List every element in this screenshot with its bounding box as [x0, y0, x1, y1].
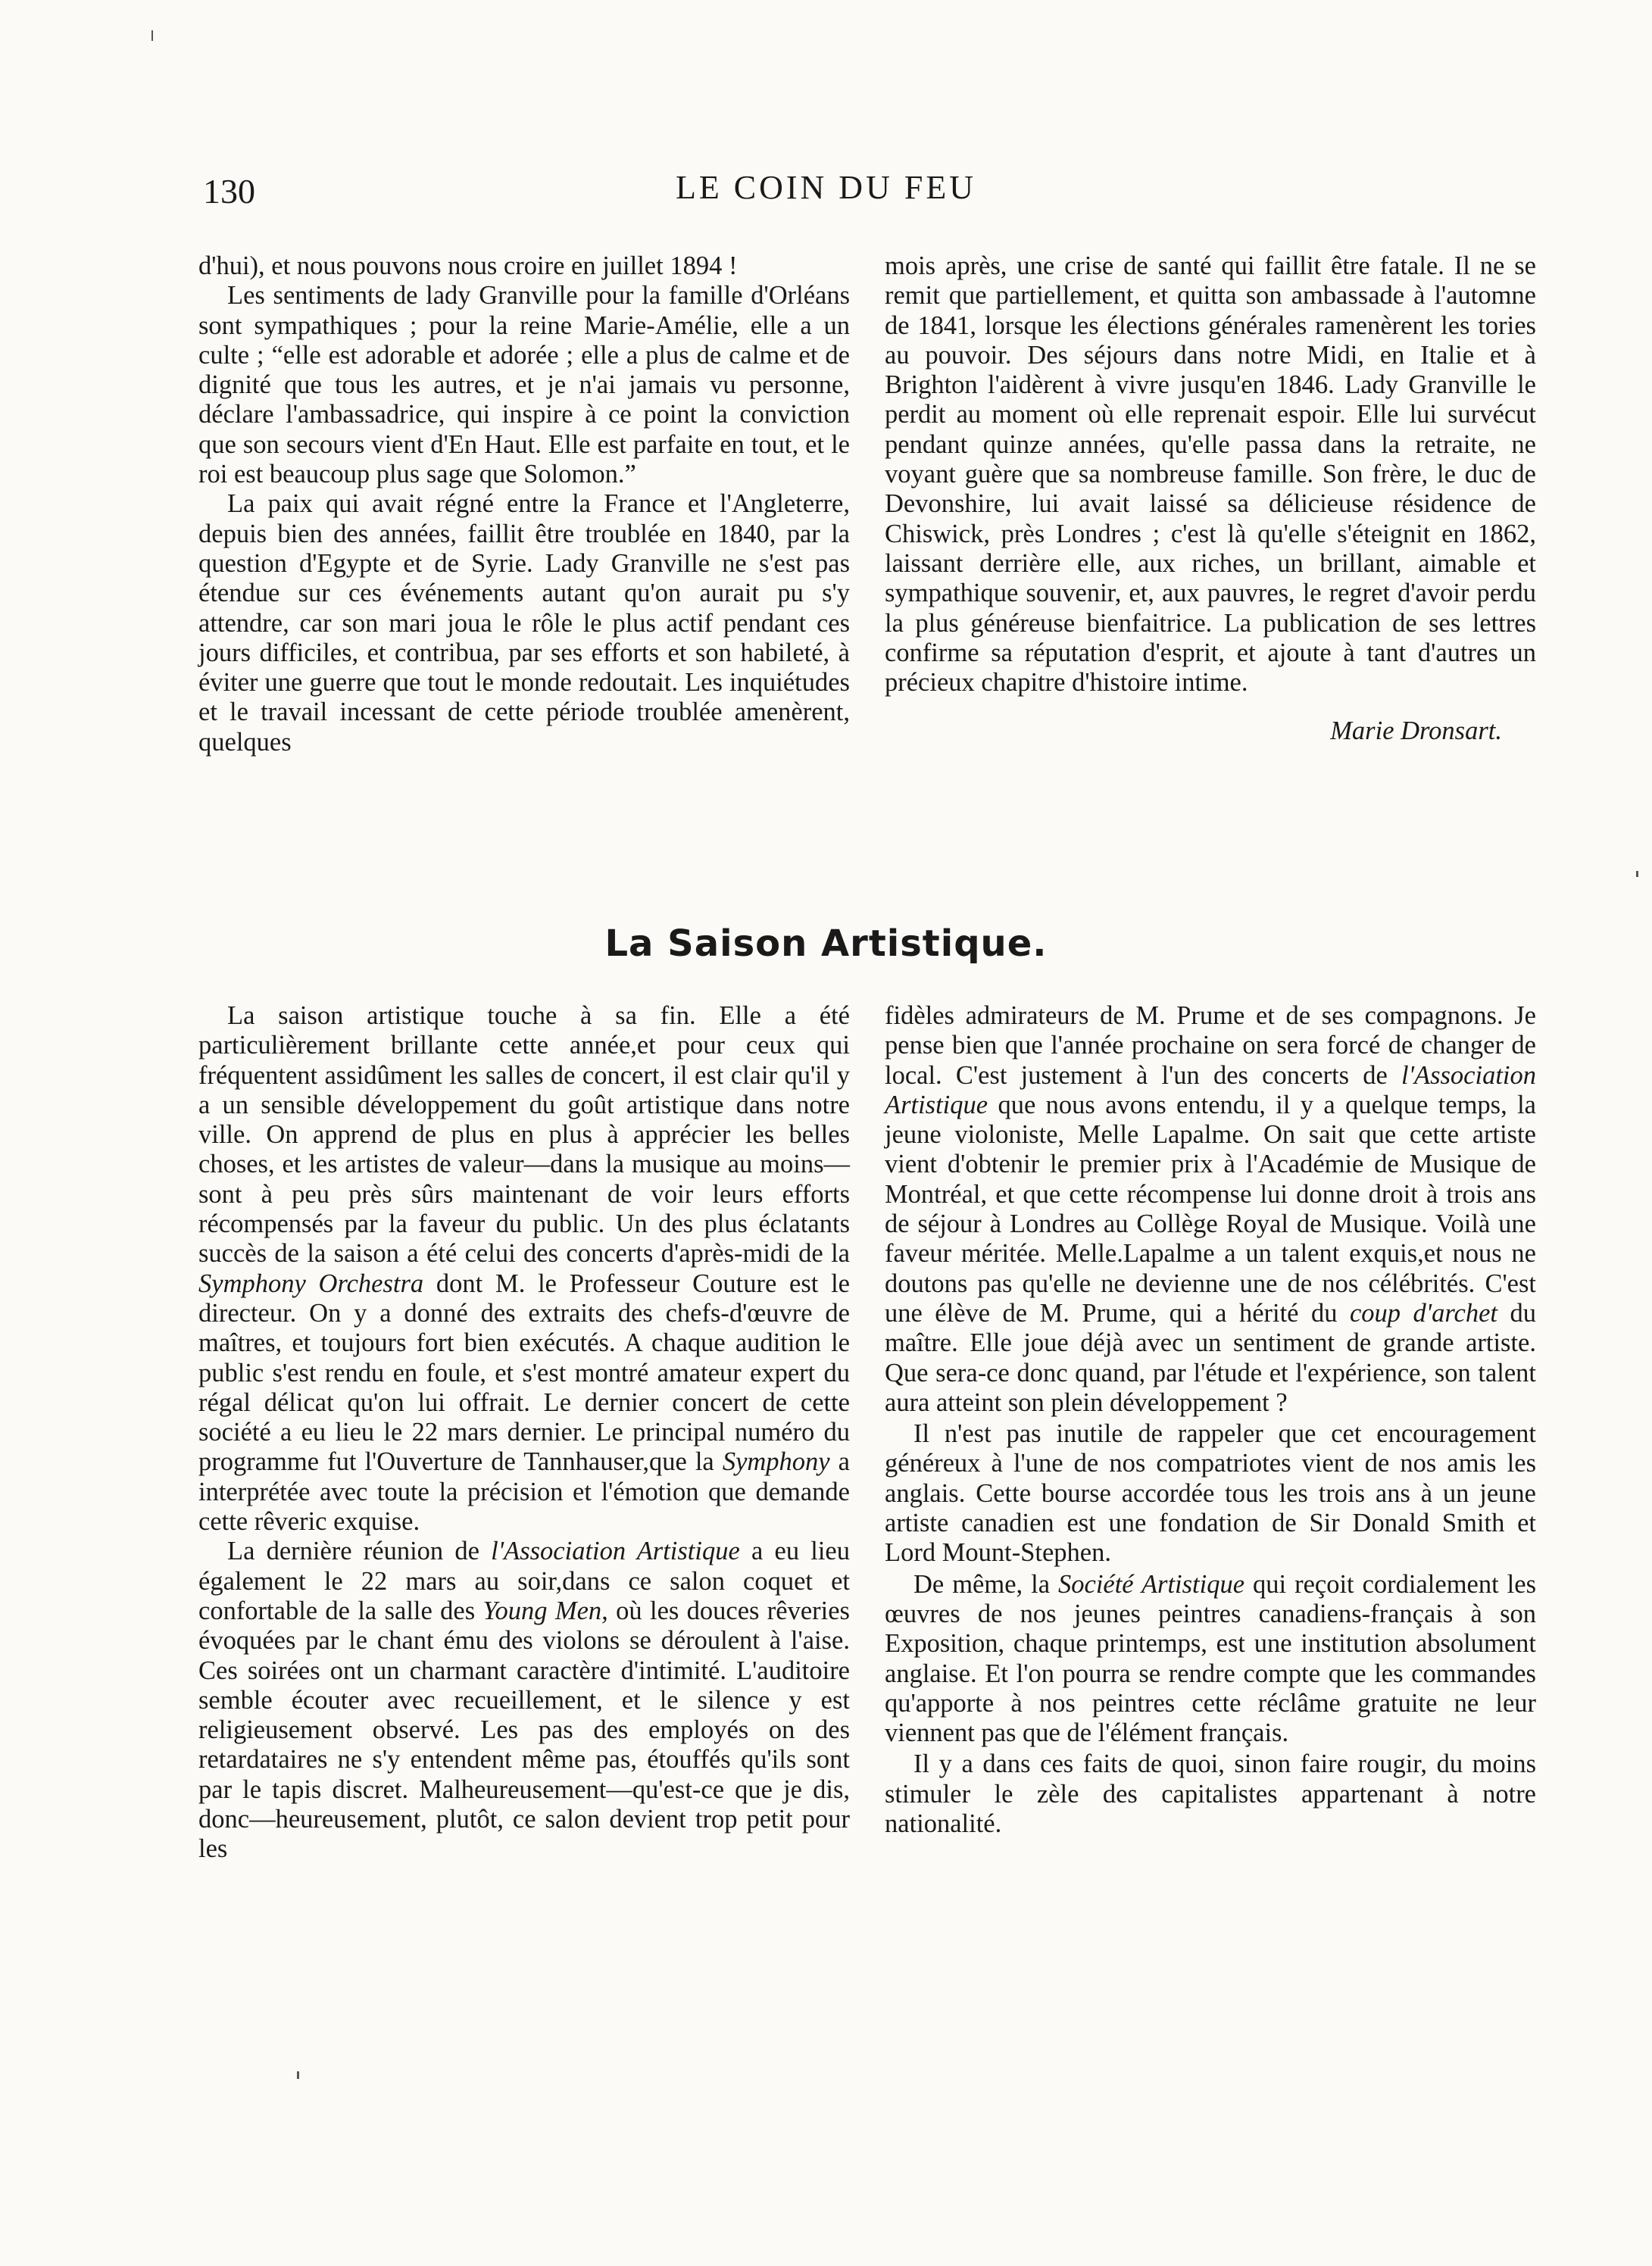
text-run: qui reçoit cordialement les œuvres de nos jeunes peintres canadiens-français à son Exposition, chaque printemps, est une institution absolument anglaise. Et l'on pourra se rendre compte que les commandes qu'apporte à nos peintres cette réclâme gratuite ne leur viennent pas que de l'élément français.	[885, 1569, 1536, 1748]
italic-text: l'Association Artistique	[491, 1537, 740, 1566]
ink-speck	[1636, 871, 1638, 877]
paragraph: Les sentiments de lady Granville pour la famille d'Orléans sont sympathiques ; pour la reine Marie-Amélie, elle a un culte ; “elle est adorable et adorée ; elle a plus de calme et de dignité que tous les autres, et je n'ai jamais vu personne, déclare l'ambassadrice, qui inspire à ce point la conviction que son secours vient d'En Haut. Elle est parfaite en tout, et le roi est beaucoup plus sage que Solomon.”	[198, 281, 850, 489]
article-continuation-right-column	[885, 251, 1536, 747]
article-left-column	[198, 1001, 850, 1865]
text-run: où les douces rêveries évoquées par le chant ému des violons se déroulent à l'aise. Ces soirées ont un charmant caractère d'intimité. L'auditoire semble écouter avec recueillement, et le silence y est religieusement observé. Les pas des employés on des retardataires ne s'y entendent même pas, étouffés qu'ils sont par le tapis discret. Malheureusement—qu'est-ce que je dis, donc—heureusement, plutôt, ce salon devient trop petit pour les	[198, 1596, 850, 1864]
italic-text: Symphony	[722, 1447, 830, 1477]
text-run: fidèles admirateurs de M. Prume et de ses compagnons. Je pense bien que l'année prochaine on sera forcé de changer de local. C'est justement à l'un des concerts de	[885, 1001, 1536, 1090]
italic-text: Société Artistique	[1058, 1569, 1245, 1599]
paragraph: Il y a dans ces faits de quoi, sinon faire rougir, du moins stimuler le zèle des capitalistes appartenant à notre nationalité.	[885, 1749, 1536, 1839]
author-signature: Marie Dronsart.	[1330, 716, 1502, 746]
paragraph: Il n'est pas inutile de rappeler que cet encouragement généreux à l'une de nos compatriotes vient de nos amis les anglais. Cette bourse accordée tous les trois ans à un jeune artiste canadien est une fondation de Sir Donald Smith et Lord Mount-Stephen.	[885, 1419, 1536, 1568]
ink-speck	[151, 30, 153, 41]
paragraph: d'hui), et nous pouvons nous croire en juillet 1894 !	[198, 251, 738, 280]
text-run: dont M. le Professeur Couture est le directeur. On y a donné des extraits des chefs-d'œuvre de maîtres, et toujours fort bien exécutés. A chaque audition le public s'est rendu en foule, et s'est montré amateur expert du régal délicat qu'on lui offrait. Le dernier concert de cette société a eu lieu le 22 mars dernier. Le principal numéro du programme fut l'Ouverture de Tannhauser,que la	[198, 1269, 850, 1477]
paragraph: mois après, une crise de santé qui faillit être fatale. Il ne se remit que partiellement, et quitta son ambassade à l'automne de 1841, lorsque les élections générales ramenèrent les tories au pouvoir. Des séjours dans notre Midi, en Italie et à Brighton l'aidèrent à vivre jusqu'en 1846. Lady Granville le perdit au moment où elle reprenait espoir. Elle lui survécut pendant quinze années, qu'elle passa dans la retraite, ne voyant guère que sa nombreuse famille. Son frère, le duc de Devonshire, lui avait laissé sa délicieuse résidence de Chiswick, près Londres ; c'est là qu'elle s'éteignit en 1862, laissant derrière elle, aux riches, un brillant, aimable et sympathique souvenir, et, aux pauvres, le regret d'avoir perdu la plus généreuse bienfaitrice. La publication de ses lettres confirme sa réputation d'esprit, et ajoute à tant d'autres un précieux chapitre d'histoire intime.	[885, 251, 1536, 698]
text-run: La dernière réunion de	[227, 1537, 492, 1566]
ink-speck	[297, 2071, 299, 2079]
page-number: 130	[203, 172, 255, 211]
italic-text: Young Men,	[482, 1596, 608, 1625]
running-title: LE COIN DU FEU	[676, 169, 976, 206]
article-title: La Saison Artistique.	[604, 922, 1048, 965]
text-run: que nous avons entendu, il y a quelque temps, la jeune violoniste, Melle Lapalme. On sait que cette artiste vient d'obtenir le premier prix à l'Académie de Musique de Montréal, et que cette récompense lui donne droit à trois ans de séjour à Londres au Collège Royal de Musique. Voilà une faveur méritée. Melle.Lapalme a un talent exquis,et nous ne doutons pas qu'elle ne devienne une de nos célébrités. C'est une élève de M. Prume, qui a hérité du	[885, 1090, 1536, 1328]
text-run: a interprétée avec toute la précision et l'émotion que demande cette rêveric exquise.	[198, 1447, 850, 1537]
text-run: De même, la	[913, 1569, 1058, 1599]
text-run: a eu lieu également le 22 mars au soir,dans ce salon coquet et confortable de la salle des	[198, 1537, 850, 1625]
italic-text: coup d'archet	[1349, 1298, 1498, 1328]
paragraph	[885, 1001, 1536, 1418]
text-run: du maître. Elle joue déjà avec un sentiment de grande artiste. Que sera-ce donc quand, par l'étude et l'expérience, son talent aura atteint son plein développement ?	[885, 1298, 1537, 1417]
article-right-column	[885, 1001, 1536, 1840]
paragraph	[198, 1001, 850, 1537]
paragraph: La paix qui avait régné entre la France et l'Angleterre, depuis bien des années, faillit être troublée en 1840, par la question d'Egypte et de Syrie. Lady Granville ne s'est pas étendue sur ces événements autant qu'on aurait pu s'y attendre, car son mari joua le rôle le plus actif pendant ces jours difficiles, et contribua, par ses efforts et son habileté, à éviter une guerre que tout le monde redoutait. Les inquiétudes et le travail incessant de cette période troublée amenèrent, quelques	[198, 489, 850, 757]
italic-text: Symphony Orchestra	[198, 1269, 424, 1298]
text-run: La saison artistique touche à sa fin. Elle a été particulièrement brillante cette année,et pour ceux qui fréquentent assidûment les salles de concert, il est clair qu'il y a un sensible développement du goût artistique dans notre ville. On apprend de plus en plus à apprécier les belles choses, et les artistes de valeur—dans la musique au moins—sont à peu près sûrs maintenant de voir leurs efforts récompensés par la faveur du public. Un des plus éclatants succès de la saison a été celui des concerts d'après-midi de la	[198, 1001, 850, 1269]
paragraph	[885, 1570, 1536, 1749]
italic-text: l'Association Artistique	[885, 1060, 1536, 1119]
paragraph	[198, 1537, 850, 1864]
article-continuation-left-column	[198, 251, 850, 757]
